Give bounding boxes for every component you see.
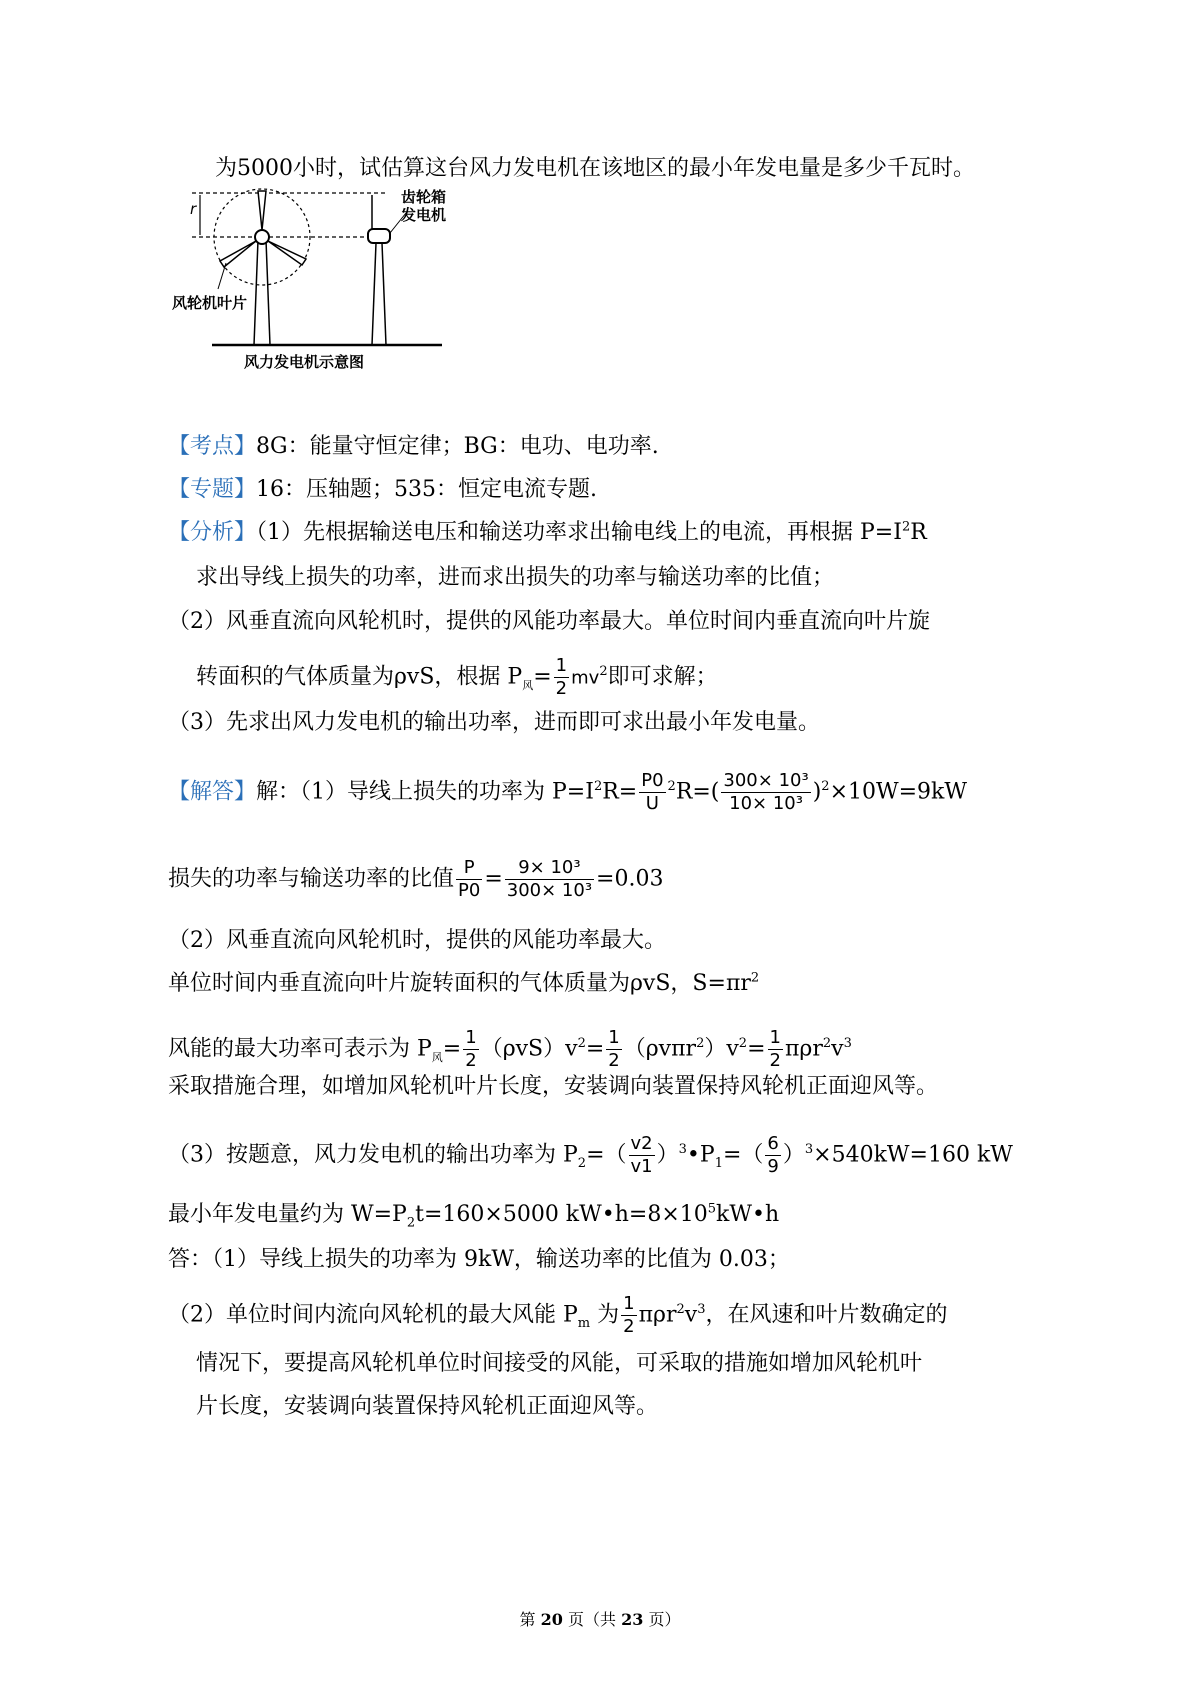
- answer-line-3: 情况下，要提高风轮机单位时间接受的风能，可采取的措施如增加风轮机叶: [196, 1351, 923, 1376]
- jieda-7d: •P: [686, 1142, 715, 1168]
- fenxi-frac-num: 1: [555, 655, 568, 676]
- zhuanti-tag: 【专题】: [168, 477, 257, 502]
- jieda-4a: 单位时间内垂直流向叶片旋转面积的气体质量为ρvS，S=πr: [168, 971, 751, 996]
- fenxi-text-1-end: R: [910, 520, 927, 545]
- jieda-frac-1-num: P0: [641, 770, 664, 791]
- jieda-8-sub: 2: [406, 1215, 416, 1231]
- answer-2b: 为: [590, 1302, 620, 1328]
- jieda-2c: =0.03: [596, 866, 664, 892]
- kaodian-tag: 【考点】: [168, 434, 257, 459]
- jieda-frac-7-den: 2: [769, 1050, 781, 1071]
- fenxi-4d: 即可求解；: [607, 664, 718, 690]
- fenxi-4-sub: 风: [522, 678, 534, 692]
- jieda-1-sup2: 2: [667, 779, 676, 795]
- answer-line-4: 片长度，安装调向装置保持风轮机正面迎风等。: [196, 1394, 659, 1419]
- jieda-frac-6-den: 2: [608, 1050, 620, 1071]
- jieda-frac-8-num: v2: [630, 1133, 653, 1154]
- fenxi-sup: 2: [901, 519, 911, 535]
- jieda-8c: kW•h: [716, 1202, 780, 1227]
- jieda-frac-9-num: 6: [767, 1133, 779, 1154]
- answer-fraction: [621, 1293, 636, 1338]
- jieda-7a: （3）按题意，风力发电机的输出功率为 P: [168, 1142, 578, 1168]
- jieda-1c: R=(: [675, 779, 720, 805]
- jieda-frac-6-num: 1: [608, 1027, 620, 1048]
- jieda-frac-9: [765, 1133, 780, 1178]
- jieda-1e: ×10W=9kW: [829, 779, 967, 805]
- zhuanti-line: [168, 475, 597, 505]
- jieda-5-sup4: 2: [822, 1036, 832, 1052]
- jieda-5a: 风能的最大功率可表示为 P: [168, 1036, 432, 1062]
- jieda-1-sup: 2: [593, 779, 603, 795]
- figure-caption: 风力发电机示意图: [244, 353, 365, 371]
- zhuanti-text: 16：压轴题；535：恒定电流专题.: [256, 477, 597, 502]
- fenxi-text-1: （1）先根据输送电压和输送功率求出输电线上的电流，再根据 P=I: [256, 520, 902, 545]
- jieda-line-4: [168, 969, 759, 999]
- answer-2-sub: m: [577, 1315, 591, 1331]
- jieda-frac-5-num: 1: [465, 1027, 477, 1048]
- jieda-frac-7-num: 1: [769, 1027, 781, 1048]
- fenxi-line-4: [196, 655, 718, 700]
- answer-2c: πρr: [638, 1302, 677, 1328]
- footer-page-number: 20: [540, 1610, 563, 1629]
- jieda-5i: v: [831, 1036, 844, 1062]
- intro-text: 为5000小时，试估算这台风力发电机在该地区的最小年发电量是多少千瓦时。: [215, 156, 975, 181]
- fenxi-4-sup: 2: [599, 664, 608, 680]
- fenxi-line-2: 求出导线上损失的功率，进而求出损失的功率与输送功率的比值；: [196, 565, 835, 590]
- fenxi-line-1: [168, 518, 927, 548]
- jieda-frac-1: [639, 770, 665, 815]
- jieda-7c: ）: [656, 1142, 679, 1168]
- jieda-5g: =: [747, 1036, 766, 1062]
- jieda-line-3: （2）风垂直流向风轮机时，提供的风能功率最大。: [168, 928, 666, 953]
- jieda-7-sub2: 1: [714, 1155, 723, 1171]
- jieda-frac-2-num: 300× 10³: [723, 770, 809, 791]
- page-footer: [0, 1607, 1200, 1630]
- jieda-tag: 【解答】: [168, 779, 257, 805]
- answer-frac-den: 2: [623, 1316, 635, 1337]
- fenxi-tag: 【分析】: [168, 520, 257, 545]
- jieda-line-5: [168, 1027, 852, 1072]
- answer-line-2: [168, 1293, 948, 1338]
- jieda-7g: ×540kW=160 kW: [813, 1142, 1013, 1168]
- kaodian-line: [168, 432, 659, 462]
- jieda-7-sup: 3: [678, 1142, 687, 1158]
- answer-2-sup1: 2: [676, 1302, 685, 1318]
- jieda-frac-2: [721, 770, 810, 815]
- blade-label: 风轮机叶片: [172, 294, 248, 312]
- jieda-frac-3-den: P0: [458, 880, 481, 901]
- jieda-5-sup1: 2: [577, 1036, 586, 1052]
- footer-pre: 第: [519, 1610, 541, 1629]
- kaodian-text: 8G：能量守恒定律；BG：电功、电功率.: [256, 434, 659, 459]
- footer-post: 页）: [643, 1610, 681, 1629]
- jieda-1d: ): [812, 779, 822, 805]
- jieda-8a: 最小年发电量约为 W=P: [168, 1202, 407, 1227]
- jieda-7e: =（: [722, 1142, 764, 1168]
- jieda-7b: =（: [586, 1142, 627, 1168]
- jieda-frac-4-den: 300× 10³: [506, 880, 593, 901]
- fenxi-line-5: （3）先求出风力发电机的输出功率，进而即可求出最小年发电量。: [168, 710, 820, 735]
- answer-2e: ，在风速和叶片数确定的: [705, 1302, 948, 1328]
- jieda-frac-4: [505, 857, 594, 902]
- jieda-1b: R=: [602, 779, 638, 805]
- jieda-5-sup5: 3: [843, 1036, 852, 1052]
- footer-mid: 页（共: [562, 1610, 622, 1629]
- jieda-frac-4-num: 9× 10³: [505, 857, 594, 880]
- jieda-frac-8-den: v1: [630, 1156, 653, 1177]
- jieda-2b: =: [484, 866, 503, 892]
- jieda-line-2: [168, 857, 663, 902]
- jieda-frac-6: [606, 1027, 621, 1072]
- jieda-5-sup2: 2: [696, 1036, 705, 1052]
- jieda-7-sub: 2: [577, 1155, 587, 1171]
- jieda-line-6: 采取措施合理，如增加风轮机叶片长度，安装调向装置保持风轮机正面迎风等。: [168, 1074, 939, 1099]
- jieda-5b: =: [442, 1036, 462, 1062]
- jieda-frac-9-den: 9: [767, 1156, 779, 1177]
- jieda-frac-1-den: U: [645, 793, 659, 814]
- fenxi-4c: mv: [571, 667, 600, 689]
- jieda-frac-5-den: 2: [465, 1050, 477, 1071]
- jieda-line-8: [168, 1200, 779, 1230]
- answer-2d: v: [684, 1302, 698, 1328]
- fenxi-line-3: （2）风垂直流向风轮机时，提供的风能功率最大。单位时间内垂直流向叶片旋: [168, 609, 930, 634]
- jieda-line-7: [168, 1133, 1013, 1178]
- jieda-8-sup: 5: [707, 1201, 717, 1217]
- answer-line-1: 答：（1）导线上损失的功率为 9kW，输送功率的比值为 0.03；: [168, 1247, 790, 1272]
- jieda-frac-3: [456, 857, 482, 902]
- jieda-line-1: [168, 770, 967, 815]
- generator-label: 发电机: [401, 206, 447, 224]
- jieda-2a: 损失的功率与输送功率的比值: [168, 866, 455, 892]
- fenxi-4b: =: [533, 664, 552, 690]
- jieda-5c: （ρvS）v: [480, 1036, 578, 1062]
- jieda-frac-5: [463, 1027, 478, 1072]
- jieda-4-sup: 2: [750, 970, 760, 986]
- jieda-frac-8: [629, 1133, 655, 1178]
- jieda-1a: 解：（1）导线上损失的功率为 P=I: [256, 779, 594, 805]
- fenxi-fraction: [554, 655, 569, 700]
- footer-total-pages: 23: [621, 1610, 644, 1629]
- answer-2a: （2）单位时间内流向风轮机的最大风能 P: [168, 1302, 578, 1328]
- jieda-5f: ）v: [704, 1036, 739, 1062]
- jieda-5-sup3: 2: [738, 1036, 748, 1052]
- jieda-frac-7: [768, 1027, 783, 1072]
- jieda-7-sup2: 3: [804, 1142, 814, 1158]
- jieda-5-sub: 风: [431, 1050, 443, 1064]
- jieda-1-sup3: 2: [821, 779, 830, 795]
- fenxi-frac-den: 2: [555, 678, 568, 699]
- answer-frac-num: 1: [623, 1293, 635, 1314]
- jieda-frac-2-den: 10× 10³: [729, 793, 803, 814]
- jieda-frac-3-num: P: [456, 857, 482, 880]
- jieda-8b: t=160×5000 kW•h=8×10: [415, 1202, 708, 1227]
- radius-label: r: [190, 200, 197, 218]
- fenxi-4a: 转面积的气体质量为ρvS，根据 P: [196, 664, 523, 690]
- jieda-5h: πρr: [784, 1036, 823, 1062]
- jieda-5e: （ρvπr: [623, 1036, 697, 1062]
- gearbox-label: 齿轮箱: [401, 188, 447, 206]
- jieda-7f: ）: [782, 1142, 805, 1168]
- jieda-5d: =: [585, 1036, 605, 1062]
- answer-2-sup2: 3: [697, 1302, 706, 1318]
